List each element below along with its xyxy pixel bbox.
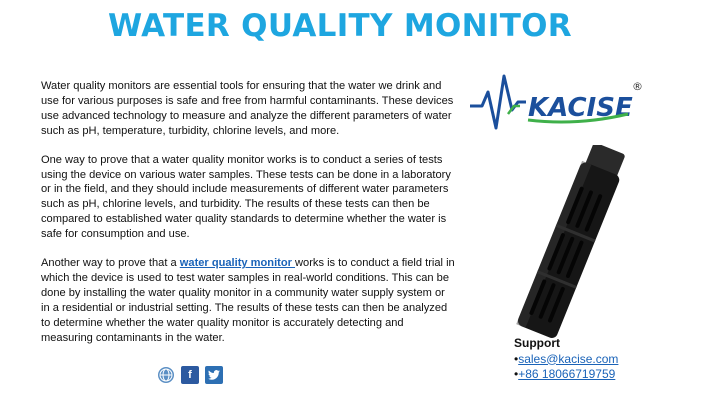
support-phone-line <box>514 367 618 383</box>
registered-mark: ® <box>632 80 643 93</box>
twitter-icon[interactable] <box>205 366 223 384</box>
support-phone-link[interactable]: +86 18066719759 <box>518 367 616 381</box>
kacise-logo <box>468 70 646 134</box>
paragraph-1: Water quality monitors are essential tools for ensuring that the water we drink and use for various purposes is safe and free from harmful contaminants. These devices use advanced technology to measure and analyze the different parameters of water such as pH, temperature, turbidity, chlorine levels, and more. <box>41 80 454 137</box>
support-email-link[interactable]: sales@kacise.com <box>518 351 619 366</box>
page-title: WATER QUALITY MONITOR <box>108 8 572 44</box>
support-label: Support <box>514 336 560 350</box>
support-email-line <box>514 352 618 368</box>
paragraph-2: One way to prove that a water quality monitor works is to conduct a series of tests using the device on various water samples. These tests can be done in a laboratory or in the field, and they should include measurements of different water parameters such as pH, chlorine levels, and turbidity. The results of these tests can then be compared to established water quality standards to determine whether the water is safe for consumption and use. <box>41 153 451 241</box>
water-quality-monitor-link[interactable]: water quality monitor <box>179 257 296 270</box>
support-block <box>514 336 618 383</box>
article-body <box>41 79 455 360</box>
social-links <box>157 366 223 384</box>
paragraph-3-end: works is to conduct a field trial in which the device is used to test water samples in real-world conditions. This can be done by installing the water quality monitor in a community water supply system or in a residential or industrial setting. The results of these tests can then be analyzed to determine whether the water quality monitor is accurately detecting and measuring contaminants in the water. <box>41 257 455 344</box>
paragraph-3 <box>41 256 455 345</box>
facebook-icon[interactable] <box>181 366 199 384</box>
water-quality-probe-image <box>505 145 640 340</box>
logo-text: KACISE <box>528 93 633 123</box>
bullet: • <box>514 351 519 366</box>
paragraph-3-start: Another way to prove that a <box>41 257 180 270</box>
share-icon[interactable] <box>157 366 175 384</box>
bullet: • <box>514 367 519 381</box>
facebook-glyph: f <box>188 369 192 381</box>
